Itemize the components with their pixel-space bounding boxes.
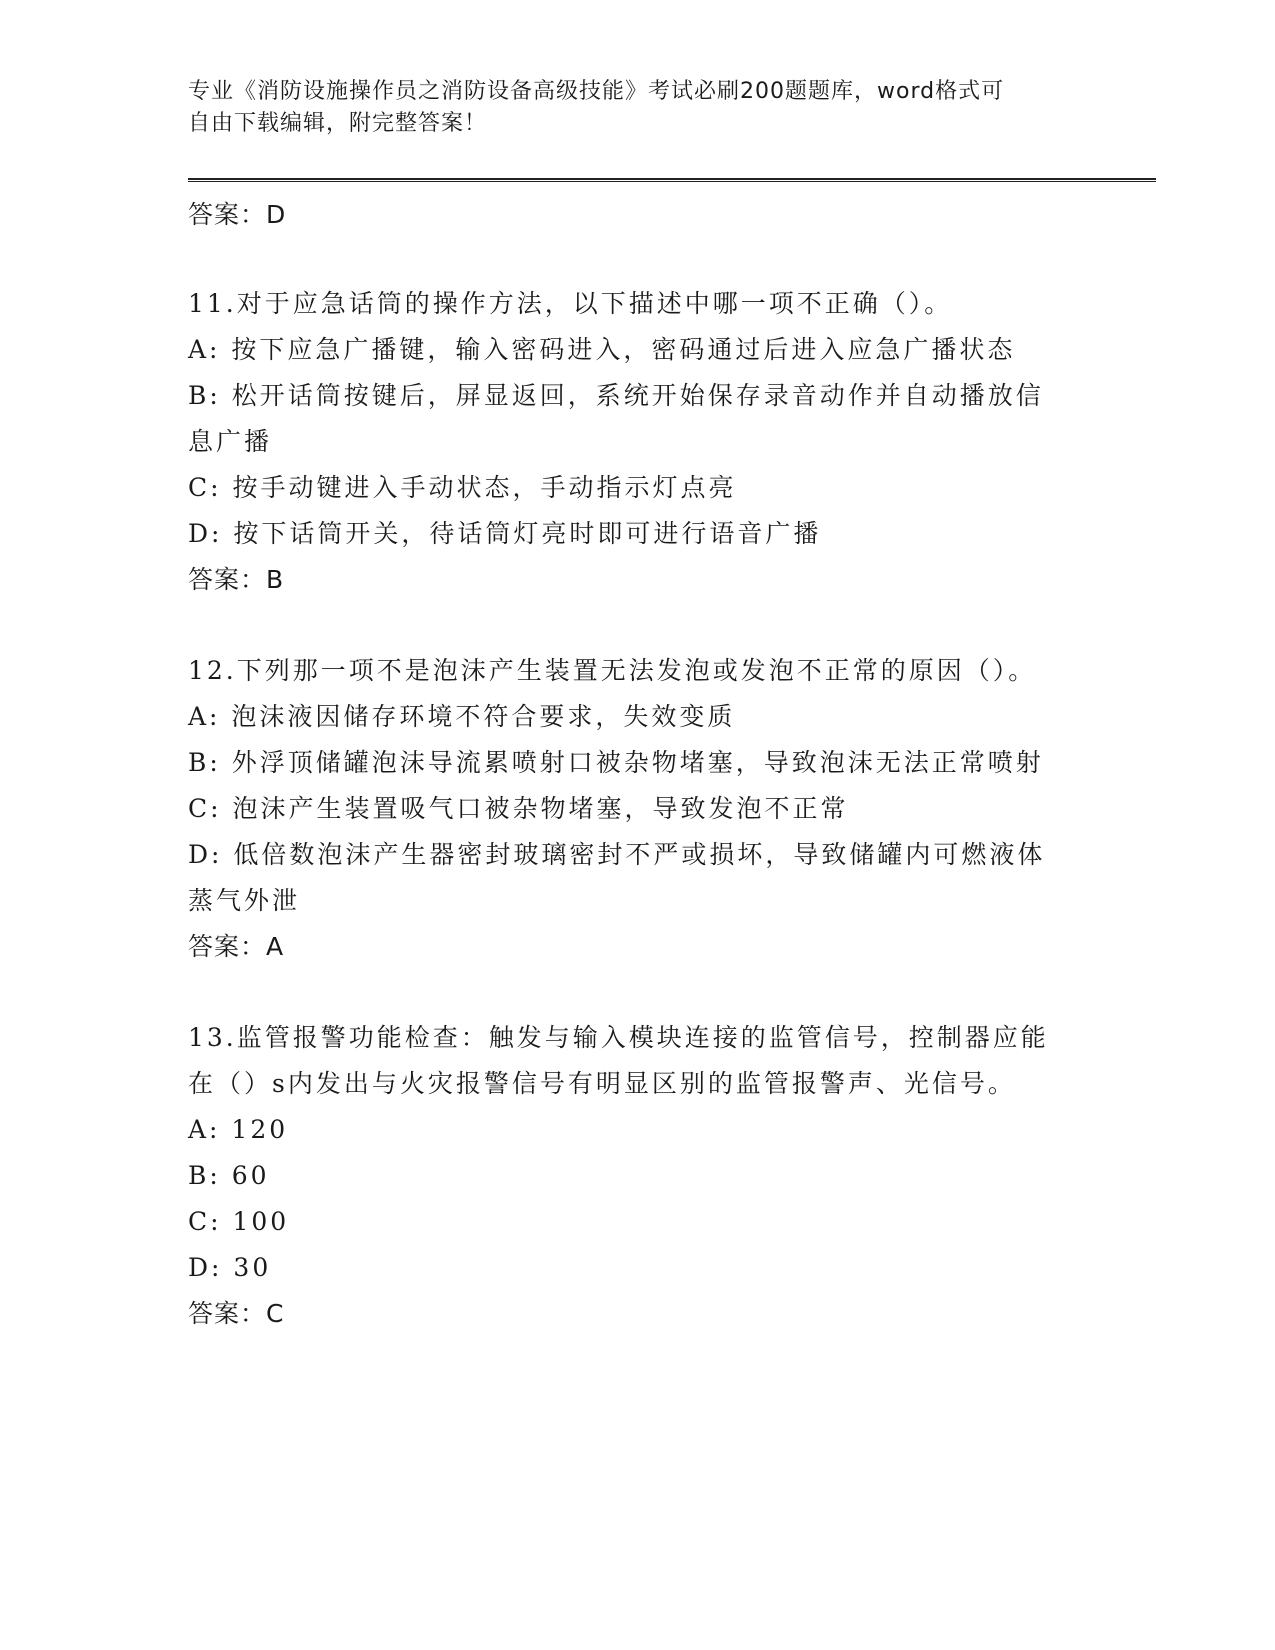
option-c: C: 泡沫产生装置吸气口被杂物堵塞，导致发泡不正常	[188, 794, 849, 823]
option-d-continued: 蒸气外泄	[188, 886, 301, 915]
option-b: B: 外浮顶储罐泡沫导流累喷射口被杂物堵塞，导致泡沫无法正常喷射	[188, 748, 1044, 777]
question-block	[188, 281, 1088, 603]
spacer	[188, 970, 1088, 1015]
question-stem: 12.下列那一项不是泡沫产生装置无法发泡或发泡不正常的原因（）。	[188, 656, 1037, 685]
option-a: A: 泡沫液因储存环境不符合要求，失效变质	[188, 702, 736, 731]
option-a: A: 按下应急广播键，输入密码进入，密码通过后进入应急广播状态	[188, 335, 1016, 364]
option-b: B: 松开话筒按键后，屏显返回，系统开始保存录音动作并自动播放信	[188, 381, 1044, 410]
question-stem-continued: 在（）s内发出与火灾报警信号有明显区别的监管报警声、光信号。	[188, 1069, 1016, 1098]
header-divider	[188, 178, 1156, 182]
option-d: D: 30	[188, 1253, 272, 1282]
option-b-continued: 息广播	[188, 427, 273, 456]
page-header	[188, 76, 1068, 140]
previous-answer: 答案：D	[188, 200, 287, 229]
option-c: C: 100	[188, 1207, 290, 1236]
answer: 答案：C	[188, 1299, 285, 1328]
answer: 答案：B	[188, 565, 285, 594]
header-line-2: 自由下载编辑，附完整答案！	[188, 111, 488, 136]
question-stem: 11.对于应急话筒的操作方法，以下描述中哪一项不正确（）。	[188, 289, 953, 318]
question-block	[188, 648, 1088, 970]
question-stem: 13.监管报警功能检查：触发与输入模块连接的监管信号，控制器应能	[188, 1023, 1049, 1052]
answer: 答案：A	[188, 932, 285, 961]
option-a: A: 120	[188, 1115, 289, 1144]
question-block	[188, 1015, 1088, 1337]
spacer	[188, 603, 1088, 648]
header-line-1: 专业《消防设施操作员之消防设备高级技能》考试必刷200题题库，word格式可	[188, 79, 1005, 104]
option-b: B: 60	[188, 1161, 270, 1190]
option-d: D: 低倍数泡沫产生器密封玻璃密封不严或损坏，导致储罐内可燃液体	[188, 840, 1046, 869]
option-d: D: 按下话筒开关，待话筒灯亮时即可进行语音广播	[188, 519, 822, 548]
spacer	[188, 238, 1088, 281]
option-c: C: 按手动键进入手动状态，手动指示灯点亮	[188, 473, 737, 502]
question-content	[188, 192, 1088, 1337]
